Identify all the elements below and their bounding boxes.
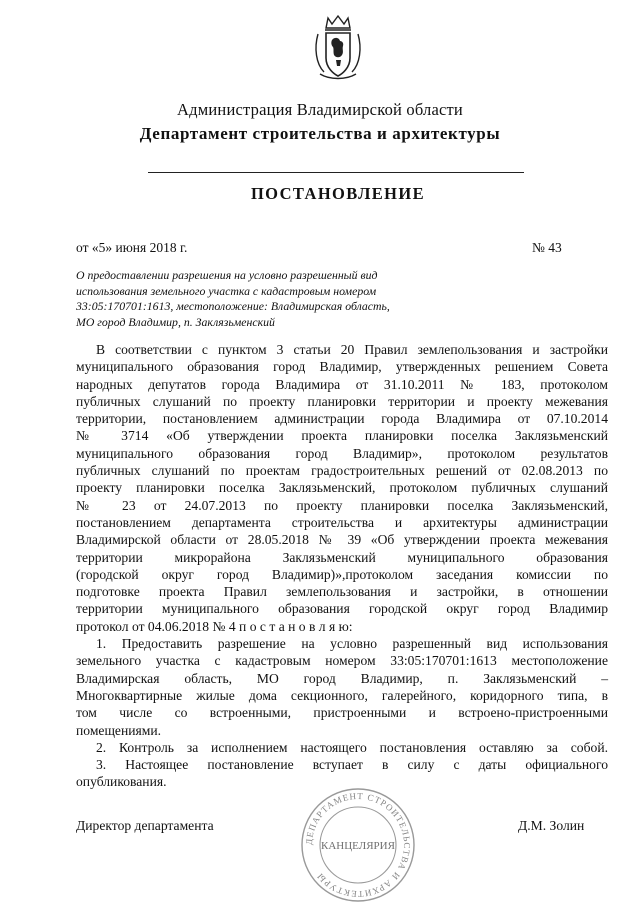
body-line: постановлением департамента строительства и архитектуры администрации <box>76 514 608 530</box>
organization-name: Администрация Владимирской области <box>177 100 463 119</box>
stamp-center-text: КАНЦЕЛЯРИЯ <box>321 840 395 852</box>
department-name: Департамент строительства и архитектуры <box>139 124 501 143</box>
document-title: ПОСТАНОВЛЕНИЕ <box>250 184 426 203</box>
subject-line: 33:05:170701:1613, местоположение: Владимирская область, <box>76 299 390 314</box>
body-line: (городской округ город Владимир)»,протоколом заседания комиссии по <box>76 566 608 582</box>
body-line: территории микрорайона Заклязьменский муниципального образования <box>76 549 608 565</box>
body-line: № 3714 «Об утверждении проекта планировки поселка Заклязьменский <box>76 428 608 444</box>
subject-line: использования земельного участка с кадастровым номером <box>76 283 377 298</box>
body-line: 1. Предоставить разрешение на условно разрешенный вид использования <box>96 636 608 652</box>
body-line: опубликования. <box>76 774 167 790</box>
coat-of-arms-icon <box>312 14 364 82</box>
signatory-position: Директор департамента <box>76 818 214 833</box>
document-date: от «5» июня 2018 г. <box>76 240 188 255</box>
body-line: подготовке проекта Правил землепользования и застройки, в отношении <box>76 584 608 600</box>
body-line: Владимирская область, МО город Владимир, п. Заклязьменский – <box>76 670 608 686</box>
header-divider <box>148 172 524 173</box>
document-number: № 43 <box>532 240 562 255</box>
body-line: протокол от 04.06.2018 № 4 п о с т а н о в л я ю: <box>76 618 353 634</box>
body-line: земельного участка с кадастровым номером 33:05:170701:1613 местоположение <box>76 653 608 669</box>
body-line: территории, постановлением администрации города Владимира от 07.10.2014 <box>76 411 608 427</box>
body-line: Многоквартирные жилые дома секционного, галерейного, коридорного типа, в <box>76 687 608 703</box>
body-line: том числе со встроенными, пристроенными и встроено-пристроенными <box>76 705 608 721</box>
body-line: № 23 от 24.07.2013 по проекту планировки поселка Заклязьменский, <box>76 497 608 513</box>
body-line: публичных слушаний по проектам градостроительных решений от 02.08.2013 по <box>76 463 608 479</box>
subject-line: МО город Владимир, п. Заклязьменский <box>76 314 275 329</box>
body-line: В соответствии с пунктом 3 статьи 20 Правил землепользования и застройки <box>96 342 608 357</box>
office-stamp <box>294 786 422 904</box>
body-line: 3. Настоящее постановление вступает в силу с даты официального <box>96 757 608 773</box>
body-line: муниципального образования город Владимир», протоколом результатов <box>76 445 608 461</box>
stamp-ring-text: ДЕПАРТАМЕНТ СТРОИТЕЛЬСТВА И АРХИТЕКТУРЫ <box>303 790 413 900</box>
body-line: территории муниципального образования городской округ город Владимир <box>76 601 608 617</box>
body-line: 2. Контроль за исполнением настоящего постановления оставляю за собой. <box>96 739 608 755</box>
subject-line: О предоставлении разрешения на условно разрешенный вид <box>76 268 378 282</box>
body-line: помещениями. <box>76 722 162 738</box>
body-line: Владимирской области от 28.05.2018 № 39 «Об утверждении проекта межевания <box>76 532 608 548</box>
document-body <box>76 341 608 791</box>
body-line: публичных слушаний по проекту планировки территории и проекту межевания <box>76 393 608 409</box>
signatory-name: Д.М. Золин <box>518 818 585 833</box>
body-line: муниципального образования город Владимир, утвержденных решением Совета <box>76 359 608 375</box>
document-subject <box>76 268 448 330</box>
body-line: проекту планировки поселка Заклязьменский, протоколом публичных слушаний <box>76 480 608 496</box>
body-line: народных депутатов города Владимира от 31.10.2011 № 183, протоколом <box>76 376 608 392</box>
